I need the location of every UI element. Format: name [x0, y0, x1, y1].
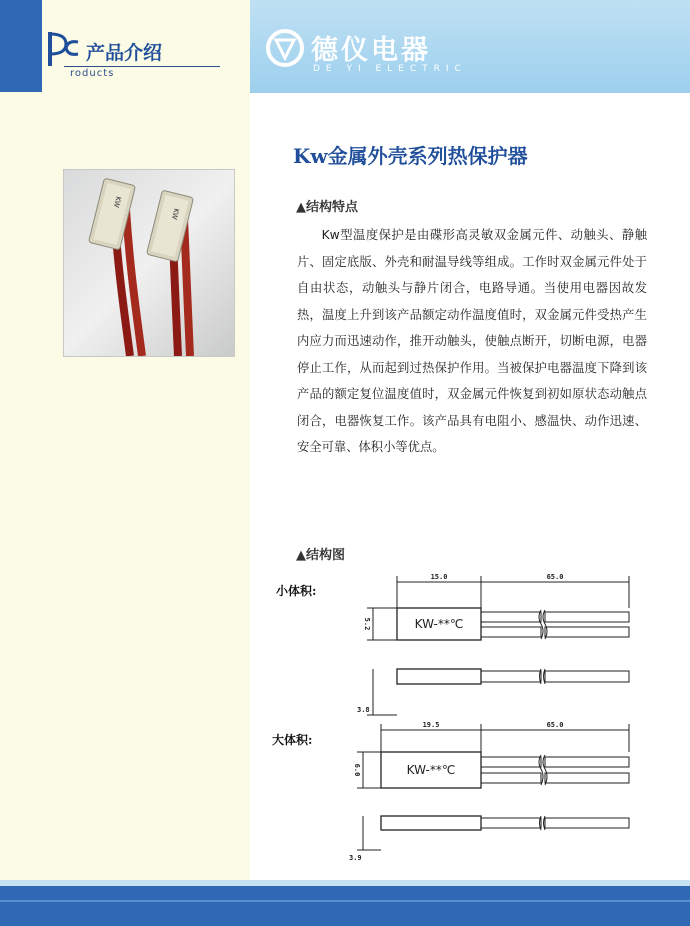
features-description: Kw型温度保护是由碟形高灵敏双金属元件、动触头、静触片、固定底版、外壳和耐温导线等组成。工作时双金属元件处于自由状态，动触头与静片闭合，电路导通。当使用电器因故发热，温度上升到该产品额定动作温度值时，双金属元件受热产生内应力而迅速动作，推开动触头，使触点断开，切断电源，电器停止工作，从而起到过热保护作用。当被保护电器温度下降到该产品的额定复位温度值时，双金属元件恢复到初如原状态动触点闭合，电器恢复工作。该产品具有电阻小、感温快、动作迅速、安全可靠、体积小等优点。: [297, 228, 647, 454]
products-logo-icon: [44, 28, 80, 68]
diagram-heading: [296, 544, 345, 563]
product-photo: [63, 169, 235, 357]
large-dim-height: 6.0: [353, 763, 361, 777]
large-dim-lead-length: 65.0: [546, 721, 564, 729]
diagram-heading-text: ▲结构图: [296, 548, 345, 563]
photo-marking-right: KW: [169, 207, 181, 221]
small-dim-height: 5.2: [363, 617, 371, 631]
brand-tagline: DE YI ELECTRIC: [313, 64, 467, 74]
product-title: Kw金属外壳系列热保护器: [293, 144, 528, 168]
footer-stripe: [0, 900, 690, 902]
left-panel: [0, 0, 250, 880]
features-heading-text: ▲结构特点: [296, 200, 358, 215]
photo-marking-left: KW: [111, 195, 123, 209]
features-heading: [296, 196, 358, 215]
large-size-label: 大体积:: [272, 733, 313, 747]
small-dim-lead-length: 65.0: [546, 573, 564, 581]
small-body-text: KW-**℃: [414, 617, 464, 631]
section-underline: [64, 66, 220, 67]
product-photo-illustration: [64, 170, 234, 356]
footer-band: [0, 886, 690, 926]
small-dim-thickness: 3.8: [357, 706, 370, 714]
small-size-label: 小体积:: [276, 584, 317, 598]
large-dim-body-length: 19.5: [422, 721, 440, 729]
section-title-cn: 产品介绍: [86, 42, 163, 64]
structure-drawing: [345, 570, 645, 870]
header-divider: [250, 92, 690, 93]
section-title-en: roducts: [70, 68, 115, 79]
large-dim-thickness: 3.9: [349, 854, 362, 862]
brand-logo-icon: [265, 28, 305, 68]
large-body-text: KW-**℃: [406, 763, 456, 777]
top-left-bar: [0, 0, 42, 92]
small-dim-body-length: 15.0: [430, 573, 448, 581]
brand-name: 德仪电器: [311, 35, 431, 66]
